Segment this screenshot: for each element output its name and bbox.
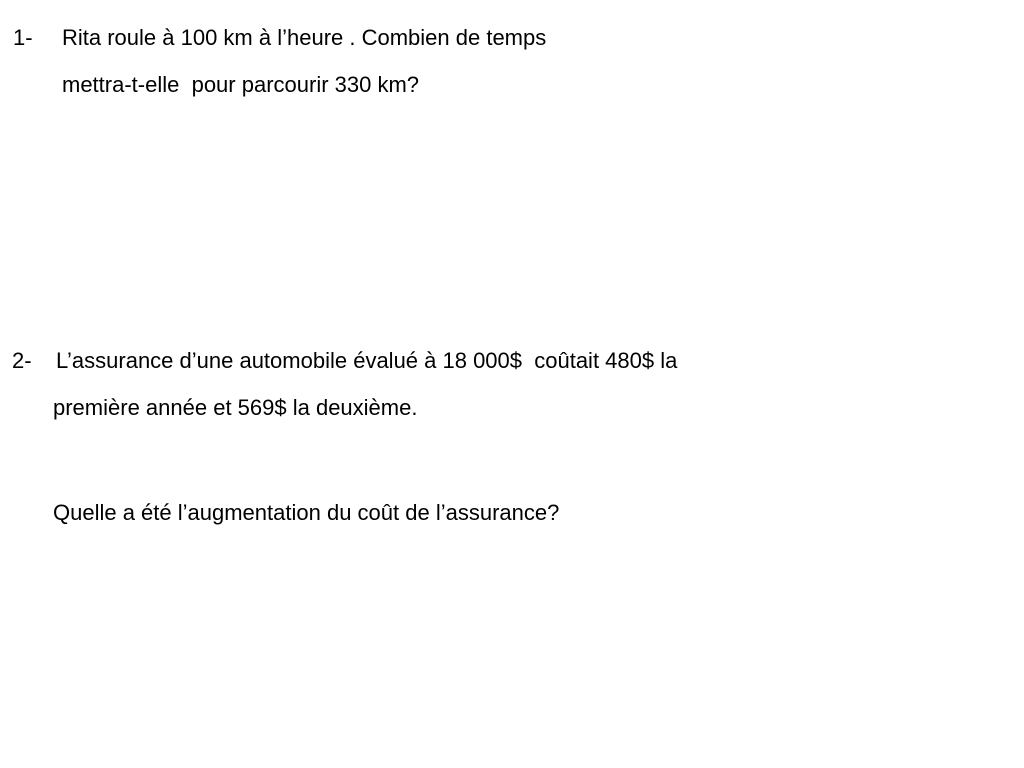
problem-2-question: Quelle a été l’augmentation du coût de l’assurance? [53,500,560,525]
problem-1-text-line-2: mettra-t-elle pour parcourir 330 km? [62,72,420,97]
problem-1-number: 1- [13,25,33,50]
problem-2-text-line-2: première année et 569$ la deuxième. [53,395,418,420]
problem-2-number: 2- [12,348,32,373]
problem-2-text-line-1: L’assurance d’une automobile évalué à 18 000$ coûtait 480$ la [56,348,678,373]
problem-1-text-line-1: Rita roule à 100 km à l’heure . Combien de temps [62,25,547,50]
